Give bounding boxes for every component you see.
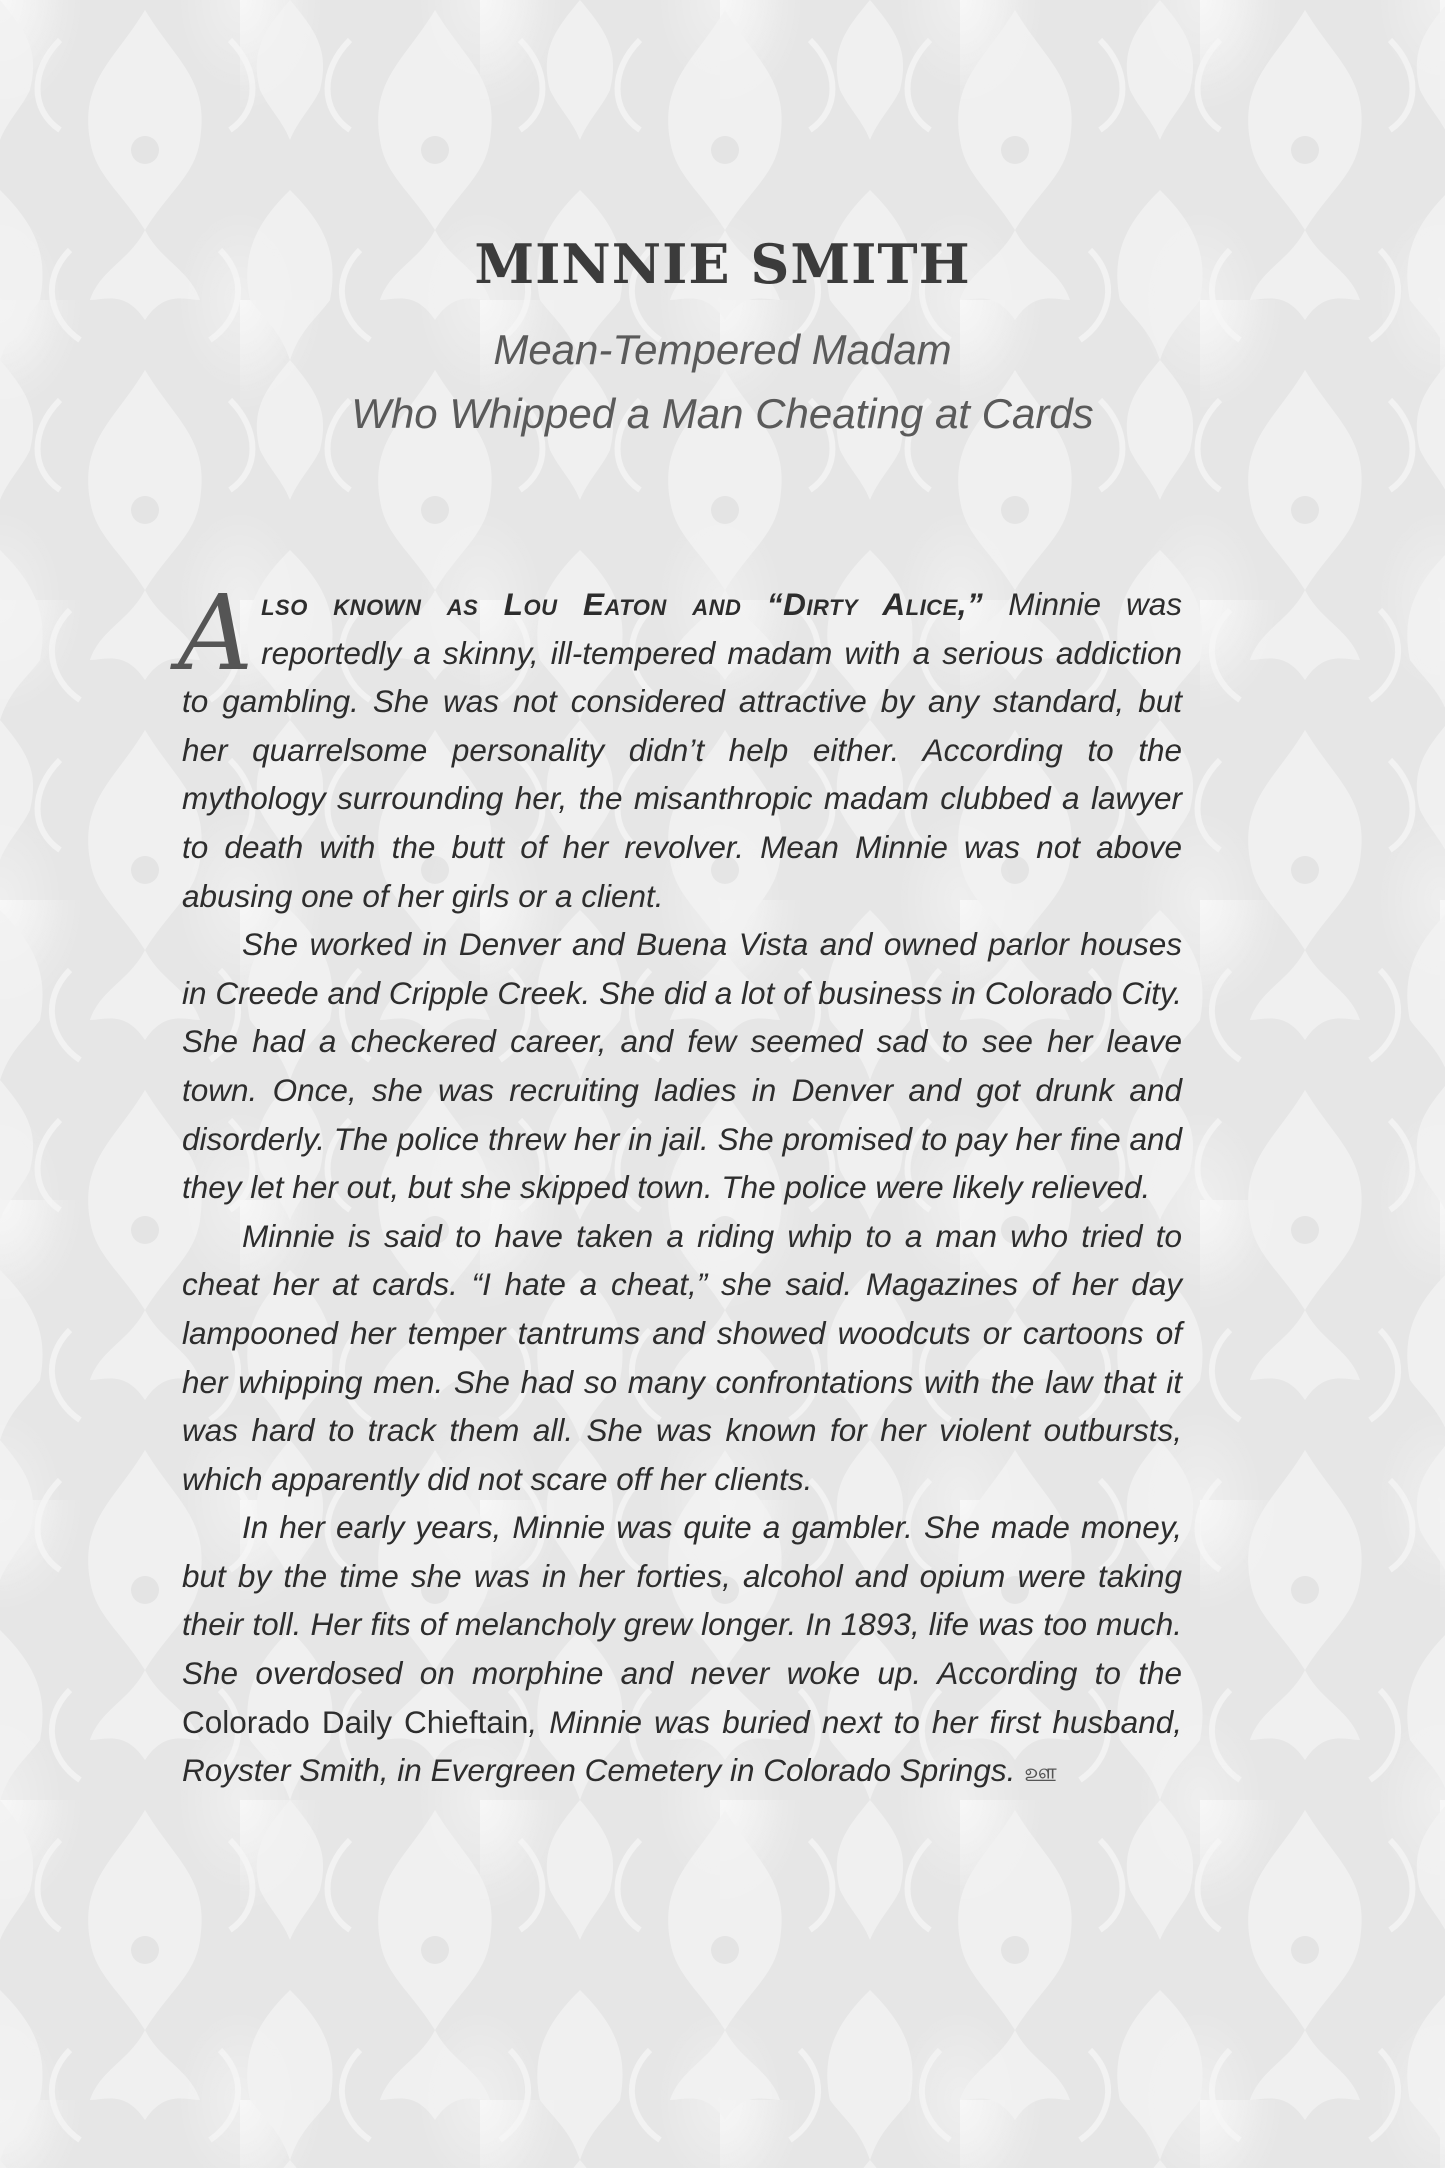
- subtitle-line-2: Who Whipped a Man Cheating at Cards: [351, 390, 1094, 437]
- end-ornament-icon: ஊ: [1024, 1757, 1057, 1788]
- page-title: MINNIE SMITH: [474, 232, 971, 296]
- newspaper-name: Colorado Daily Chieftain: [182, 1703, 529, 1740]
- paragraph-4-text-before: In her early years, Minnie was quite a gambler. She made money, but by the time she was in her forties, alcohol and opium were taking their toll. Her fits of melancholy grew longer. In 1893, life was too much. She overdosed on morphine and never woke up. According to the: [182, 1509, 1182, 1692]
- paragraph-4: [182, 1503, 1182, 1797]
- paragraph-1-text: Minnie was reportedly a skinny, ill-tempered madam with a serious addiction to gambling. She was not considered attractive by any standard, but her quarrelsome personality didn’t help either. According to the mythology surrounding her, the misanthropic madam clubbed a lawyer to death with the butt of her revolver. Mean Minnie was not above abusing one of her girls or a client.: [182, 586, 1182, 914]
- lead-in-smallcaps: lso known as Lou Eaton and “Dirty Alice,”: [261, 586, 984, 622]
- paragraph-1: [178, 572, 1182, 920]
- paragraph-4-text-after: , Minnie was buried next to her first husband, Royster Smith, in Evergreen Cemetery in Colorado Springs.: [182, 1703, 1182, 1789]
- subtitle-line-1: Mean-Tempered Madam: [493, 326, 952, 373]
- paragraph-2: She worked in Denver and Buena Vista and owned parlor houses in Creede and Cripple Creek. She did a lot of business in Colorado City. She had a checkered career, and few seemed sad to see her leave town. Once, she was recruiting ladies in Denver and got drunk and disorderly. The police threw her in jail. She promised to pay her fine and they let her out, but she skipped town. The police were likely relieved.: [182, 926, 1182, 1206]
- article-body: [178, 572, 1182, 1797]
- drop-cap: A: [178, 572, 254, 694]
- paragraph-3: Minnie is said to have taken a riding whip to a man who tried to cheat her at cards. “I hate a cheat,” she said. Magazines of her day lampooned her temper tantrums and showed woodcuts or cartoons of her whipping men. She had so many confrontations with the law that it was hard to track them all. She was known for her violent outbursts, which apparently did not scare off her clients.: [182, 1217, 1182, 1497]
